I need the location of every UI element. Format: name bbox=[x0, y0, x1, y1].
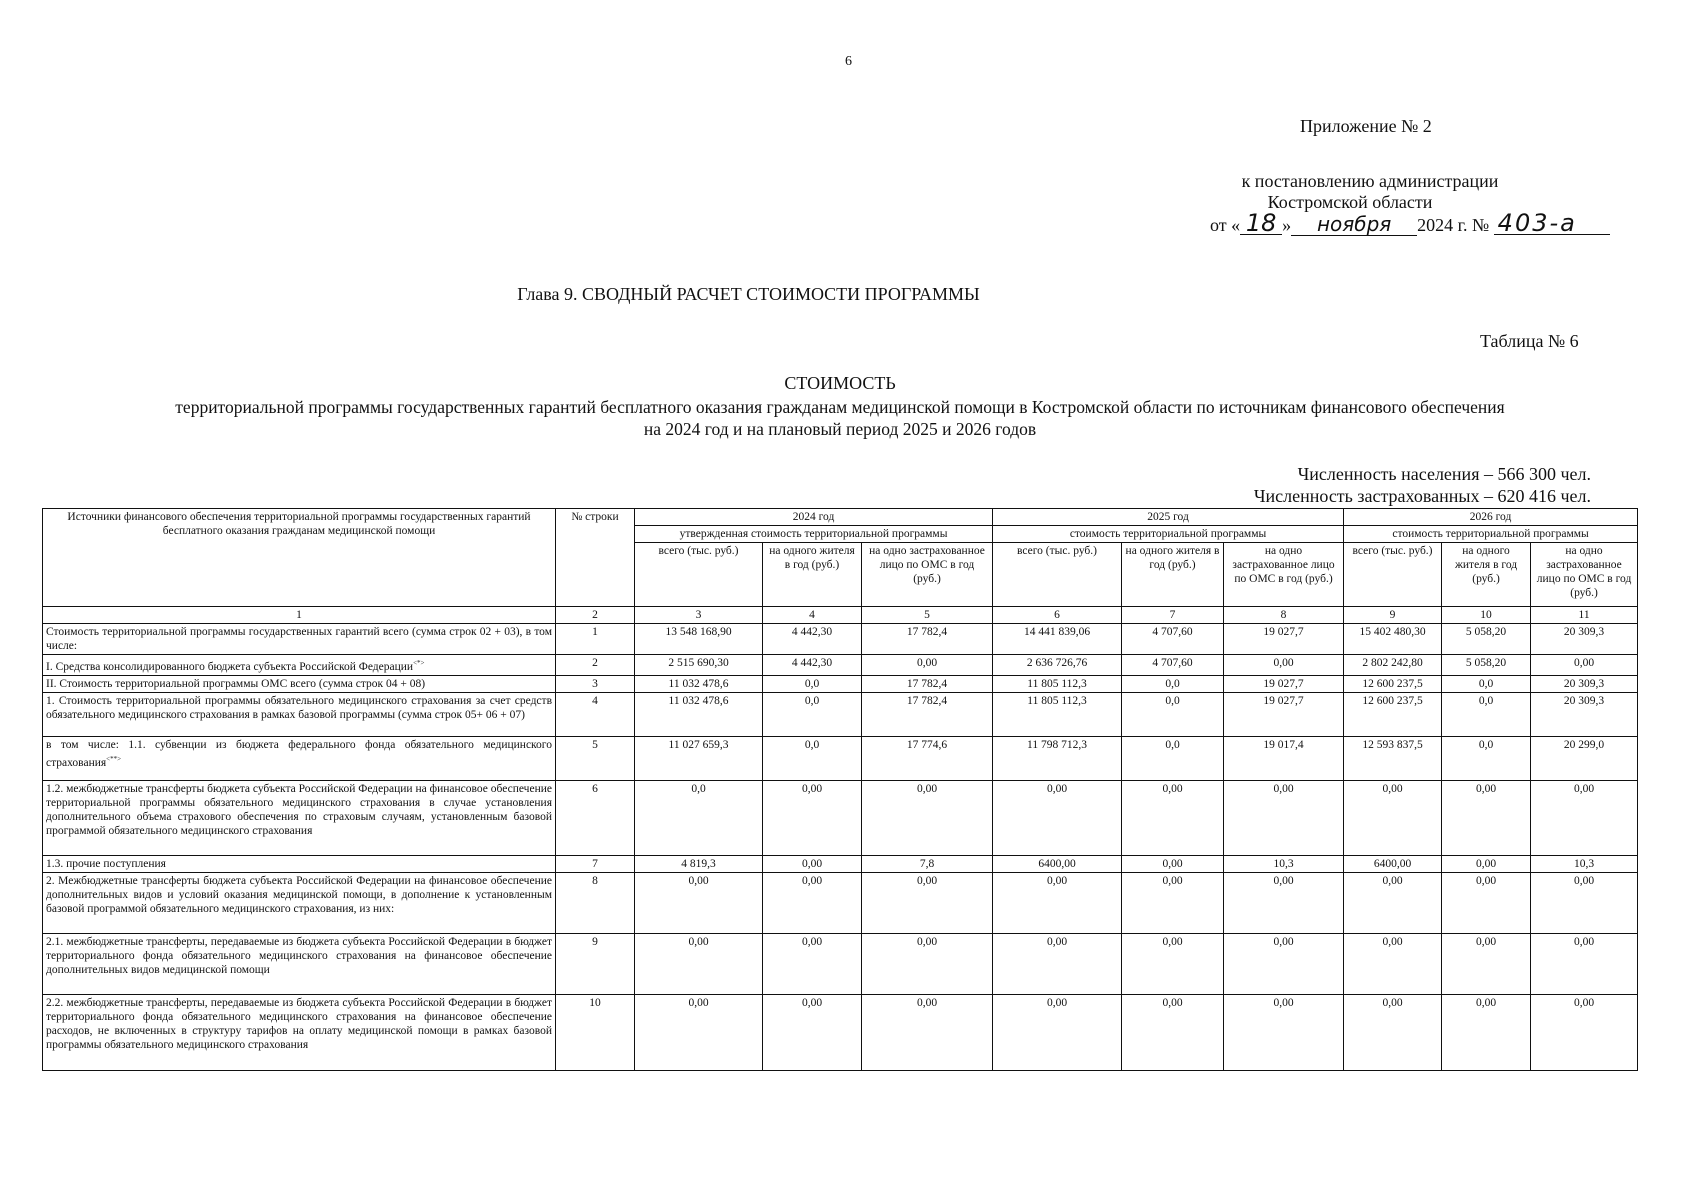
row-source bbox=[43, 655, 556, 676]
row-value: 13 548 168,90 bbox=[635, 624, 763, 655]
row-value: 0,00 bbox=[635, 872, 763, 933]
date-mid: » bbox=[1282, 215, 1292, 235]
row-value: 11 798 712,3 bbox=[993, 736, 1122, 780]
row-value: 0,00 bbox=[1442, 872, 1531, 933]
row-source-text: в том числе: 1.1. субвенции из бюджета федерального фонда обязательного медицинского страхования bbox=[46, 738, 552, 769]
table-row bbox=[43, 736, 1638, 780]
table-body bbox=[43, 624, 1638, 1071]
row-value: 0,00 bbox=[1122, 855, 1224, 872]
row-source bbox=[43, 624, 556, 655]
row-source bbox=[43, 736, 556, 780]
footnote-marker: <*> bbox=[413, 659, 425, 667]
heading-subtitle bbox=[60, 396, 1620, 440]
row-value: 0,00 bbox=[1344, 994, 1442, 1070]
row-value: 0,00 bbox=[1224, 872, 1344, 933]
row-value: 2 515 690,30 bbox=[635, 655, 763, 676]
row-value: 19 027,7 bbox=[1224, 624, 1344, 655]
row-value: 12 593 837,5 bbox=[1344, 736, 1442, 780]
row-value: 19 017,4 bbox=[1224, 736, 1344, 780]
row-value: 0,0 bbox=[1122, 692, 1224, 736]
row-value: 0,00 bbox=[1531, 655, 1638, 676]
header-col-11: на одно застрахованное лицо по ОМС в год (руб.) bbox=[1531, 543, 1638, 607]
row-value: 0,00 bbox=[763, 780, 862, 855]
row-value: 19 027,7 bbox=[1224, 675, 1344, 692]
col-number: 2 bbox=[556, 607, 635, 624]
row-value: 6400,00 bbox=[1344, 855, 1442, 872]
header-sub-2026: стоимость территориальной программы bbox=[1344, 526, 1638, 543]
col-number: 1 bbox=[43, 607, 556, 624]
header-col-6: всего (тыс. руб.) bbox=[993, 543, 1122, 607]
row-source-text: 1.3. прочие поступления bbox=[46, 857, 166, 870]
col-number: 4 bbox=[763, 607, 862, 624]
row-value: 0,0 bbox=[1442, 736, 1531, 780]
row-value: 0,00 bbox=[862, 872, 993, 933]
header-sources: Источники финансового обеспечения территориальной программы государственных гарантий бесплатного оказания гражданам медицинской помощи bbox=[43, 509, 556, 607]
row-value: 0,00 bbox=[763, 933, 862, 994]
row-number: 8 bbox=[556, 872, 635, 933]
row-source-text: Стоимость территориальной программы государственных гарантий всего (сумма строк 02 + 03), в том числе: bbox=[46, 626, 552, 652]
row-value: 0,00 bbox=[1442, 780, 1531, 855]
row-value: 0,00 bbox=[1122, 994, 1224, 1070]
row-value: 0,00 bbox=[1122, 872, 1224, 933]
row-source bbox=[43, 675, 556, 692]
header-col-4: на одного жителя в год (руб.) bbox=[763, 543, 862, 607]
population-insured: Численность застрахованных – 620 416 чел. bbox=[1253, 486, 1591, 506]
row-value: 12 600 237,5 bbox=[1344, 675, 1442, 692]
row-value: 4 707,60 bbox=[1122, 624, 1224, 655]
row-value: 0,00 bbox=[1531, 872, 1638, 933]
row-value: 0,0 bbox=[763, 736, 862, 780]
row-source-text: 2.1. межбюджетные трансферты, передаваемые из бюджета субъекта Российской Федерации в бюджет территориального фонда обязательного медицинского страхования на финансовое обеспечение дополнительных видов медицинской помощи bbox=[46, 935, 552, 976]
row-value: 17 782,4 bbox=[862, 692, 993, 736]
row-value: 4 442,30 bbox=[763, 655, 862, 676]
row-value: 0,00 bbox=[763, 994, 862, 1070]
table-row bbox=[43, 933, 1638, 994]
row-value: 0,00 bbox=[1344, 872, 1442, 933]
row-value: 11 032 478,6 bbox=[635, 692, 763, 736]
row-value: 0,00 bbox=[993, 872, 1122, 933]
row-value: 0,0 bbox=[1442, 675, 1531, 692]
row-value: 0,00 bbox=[1344, 933, 1442, 994]
table-row bbox=[43, 872, 1638, 933]
row-value: 4 442,30 bbox=[763, 624, 862, 655]
row-value: 4 819,3 bbox=[635, 855, 763, 872]
header-col-3: всего (тыс. руб.) bbox=[635, 543, 763, 607]
row-value: 0,00 bbox=[1344, 780, 1442, 855]
row-source-text: 1.2. межбюджетные трансферты бюджета субъекта Российской Федерации на финансовое обеспечение территориальной программы обязательного медицинского страхования в случае установления дополнительного объема страхового обеспечения по страховым случаям, установленным базовой программой обязательного медицинского страхования bbox=[46, 782, 552, 837]
row-value: 0,00 bbox=[635, 994, 763, 1070]
row-source-text: 2. Межбюджетные трансферты бюджета субъекта Российской Федерации на финансовое обеспечение дополнительных видов и условий оказания медицинской помощи, в дополнение к установленным базовой программой обязательного медицинского страхования, из них: bbox=[46, 874, 552, 915]
row-number: 1 bbox=[556, 624, 635, 655]
row-value: 0,00 bbox=[763, 855, 862, 872]
row-value: 0,00 bbox=[862, 933, 993, 994]
row-source bbox=[43, 872, 556, 933]
header-year-2025: 2025 год bbox=[993, 509, 1344, 526]
row-value: 0,00 bbox=[763, 872, 862, 933]
footnote-marker: <**> bbox=[106, 754, 122, 763]
table-row bbox=[43, 780, 1638, 855]
row-value: 20 309,3 bbox=[1531, 624, 1638, 655]
row-value: 20 309,3 bbox=[1531, 692, 1638, 736]
col-number: 5 bbox=[862, 607, 993, 624]
row-value: 4 707,60 bbox=[1122, 655, 1224, 676]
row-value: 0,00 bbox=[862, 780, 993, 855]
header-col-5: на одно застрахованное лицо по ОМС в год (руб.) bbox=[862, 543, 993, 607]
row-value: 17 774,6 bbox=[862, 736, 993, 780]
col-number: 6 bbox=[993, 607, 1122, 624]
row-value: 2 636 726,76 bbox=[993, 655, 1122, 676]
date-year: 2024 г. № bbox=[1417, 215, 1490, 235]
table-row bbox=[43, 692, 1638, 736]
row-value: 0,00 bbox=[1442, 855, 1531, 872]
table-row bbox=[43, 675, 1638, 692]
row-value: 0,00 bbox=[1122, 780, 1224, 855]
row-source bbox=[43, 692, 556, 736]
annex-line-1: к постановлению администрации bbox=[1241, 171, 1499, 191]
row-number: 10 bbox=[556, 994, 635, 1070]
row-number: 3 bbox=[556, 675, 635, 692]
row-value: 11 027 659,3 bbox=[635, 736, 763, 780]
col-number: 3 bbox=[635, 607, 763, 624]
row-value: 0,00 bbox=[635, 933, 763, 994]
table-row bbox=[43, 855, 1638, 872]
row-value: 0,0 bbox=[635, 780, 763, 855]
row-number: 9 bbox=[556, 933, 635, 994]
header-year-2024: 2024 год bbox=[635, 509, 993, 526]
cost-table bbox=[42, 508, 1638, 1071]
row-value: 15 402 480,30 bbox=[1344, 624, 1442, 655]
header-col-7: на одного жителя в год (руб.) bbox=[1122, 543, 1224, 607]
row-value: 20 299,0 bbox=[1531, 736, 1638, 780]
date-month: ноября bbox=[1291, 213, 1417, 236]
header-col-8: на одно застрахованное лицо по ОМС в год (руб.) bbox=[1224, 543, 1344, 607]
heading-line-1: территориальной программы государственных гарантий бесплатного оказания гражданам медицинской помощи в Костромской области по источникам финансового обеспечения bbox=[175, 397, 1505, 417]
annex-line-2: Костромской области bbox=[1267, 192, 1433, 212]
row-value: 0,00 bbox=[1224, 655, 1344, 676]
row-value: 0,0 bbox=[1442, 692, 1531, 736]
date-prefix: от « bbox=[1210, 215, 1241, 235]
header-sub-2024: утвержденная стоимость территориальной программы bbox=[635, 526, 993, 543]
decree-date bbox=[1210, 209, 1610, 237]
doc-number: 403-а bbox=[1494, 212, 1610, 235]
row-value: 0,00 bbox=[1224, 933, 1344, 994]
row-value: 0,00 bbox=[993, 933, 1122, 994]
row-value: 0,00 bbox=[1224, 994, 1344, 1070]
row-number: 2 bbox=[556, 655, 635, 676]
row-source-text: I. Средства консолидированного бюджета субъекта Российской Федерации bbox=[46, 660, 414, 673]
row-value: 0,00 bbox=[1531, 994, 1638, 1070]
header-col-9: всего (тыс. руб.) bbox=[1344, 543, 1442, 607]
header-col-10: на одного жителя в год (руб.) bbox=[1442, 543, 1531, 607]
row-value: 0,00 bbox=[993, 994, 1122, 1070]
col-number: 11 bbox=[1531, 607, 1638, 624]
chapter-title: Глава 9. СВОДНЫЙ РАСЧЕТ СТОИМОСТИ ПРОГРАММЫ bbox=[517, 284, 980, 304]
heading-line-2: на 2024 год и на плановый период 2025 и 2026 годов bbox=[643, 419, 1037, 439]
row-value: 0,00 bbox=[1122, 933, 1224, 994]
row-value: 0,00 bbox=[862, 994, 993, 1070]
header-row-no: № строки bbox=[556, 509, 635, 607]
row-value: 0,0 bbox=[763, 692, 862, 736]
population-total: Численность населения – 566 300 чел. bbox=[1297, 464, 1591, 484]
row-value: 11 032 478,6 bbox=[635, 675, 763, 692]
row-value: 0,00 bbox=[1442, 994, 1531, 1070]
row-value: 7,8 bbox=[862, 855, 993, 872]
column-number-row bbox=[43, 607, 1638, 624]
row-value: 17 782,4 bbox=[862, 624, 993, 655]
row-value: 14 441 839,06 bbox=[993, 624, 1122, 655]
row-value: 0,00 bbox=[1442, 933, 1531, 994]
row-source bbox=[43, 855, 556, 872]
row-source bbox=[43, 994, 556, 1070]
row-source-text: 2.2. межбюджетные трансферты, передаваемые из бюджета субъекта Российской Федерации в бюджет территориального фонда обязательного медицинского страхования на финансовое обеспечение расходов, не включенных в структуру тарифов на оплату медицинской помощи в рамках базовой программы обязательного медицинского страхования bbox=[46, 996, 552, 1051]
col-number: 9 bbox=[1344, 607, 1442, 624]
row-value: 20 309,3 bbox=[1531, 675, 1638, 692]
table-row bbox=[43, 655, 1638, 676]
row-value: 0,00 bbox=[1224, 780, 1344, 855]
page-number: 6 bbox=[845, 54, 852, 69]
row-value: 0,0 bbox=[1122, 736, 1224, 780]
row-value: 11 805 112,3 bbox=[993, 675, 1122, 692]
row-value: 2 802 242,80 bbox=[1344, 655, 1442, 676]
row-value: 0,0 bbox=[1122, 675, 1224, 692]
row-number: 5 bbox=[556, 736, 635, 780]
row-value: 19 027,7 bbox=[1224, 692, 1344, 736]
row-value: 17 782,4 bbox=[862, 675, 993, 692]
row-source bbox=[43, 780, 556, 855]
row-value: 6400,00 bbox=[993, 855, 1122, 872]
row-value: 11 805 112,3 bbox=[993, 692, 1122, 736]
row-number: 4 bbox=[556, 692, 635, 736]
annex-title: Приложение № 2 bbox=[1300, 116, 1432, 136]
row-value: 5 058,20 bbox=[1442, 624, 1531, 655]
row-number: 7 bbox=[556, 855, 635, 872]
row-value: 0,00 bbox=[1531, 780, 1638, 855]
table-label: Таблица № 6 bbox=[1480, 331, 1579, 351]
row-source bbox=[43, 933, 556, 994]
row-value: 0,0 bbox=[763, 675, 862, 692]
row-value: 12 600 237,5 bbox=[1344, 692, 1442, 736]
row-source-text: 1. Стоимость территориальной программы обязательного медицинского страхования за счет средств обязательного медицинского страхования в рамках базовой программы (сумма строк 05+ 06 + 07) bbox=[46, 694, 552, 721]
row-source-text: II. Стоимость территориальной программы ОМС всего (сумма строк 04 + 08) bbox=[46, 677, 426, 690]
header-sub-2025: стоимость территориальной программы bbox=[993, 526, 1344, 543]
population-block bbox=[1254, 463, 1591, 507]
row-value: 5 058,20 bbox=[1442, 655, 1531, 676]
date-day: 18 bbox=[1240, 212, 1282, 235]
row-number: 6 bbox=[556, 780, 635, 855]
table-row bbox=[43, 994, 1638, 1070]
row-value: 10,3 bbox=[1224, 855, 1344, 872]
col-number: 10 bbox=[1442, 607, 1531, 624]
row-value: 0,00 bbox=[993, 780, 1122, 855]
table-row bbox=[43, 624, 1638, 655]
header-year-2026: 2026 год bbox=[1344, 509, 1638, 526]
col-number: 7 bbox=[1122, 607, 1224, 624]
row-value: 0,00 bbox=[862, 655, 993, 676]
row-value: 10,3 bbox=[1531, 855, 1638, 872]
row-value: 0,00 bbox=[1531, 933, 1638, 994]
col-number: 8 bbox=[1224, 607, 1344, 624]
heading-main: СТОИМОСТЬ bbox=[784, 373, 896, 393]
